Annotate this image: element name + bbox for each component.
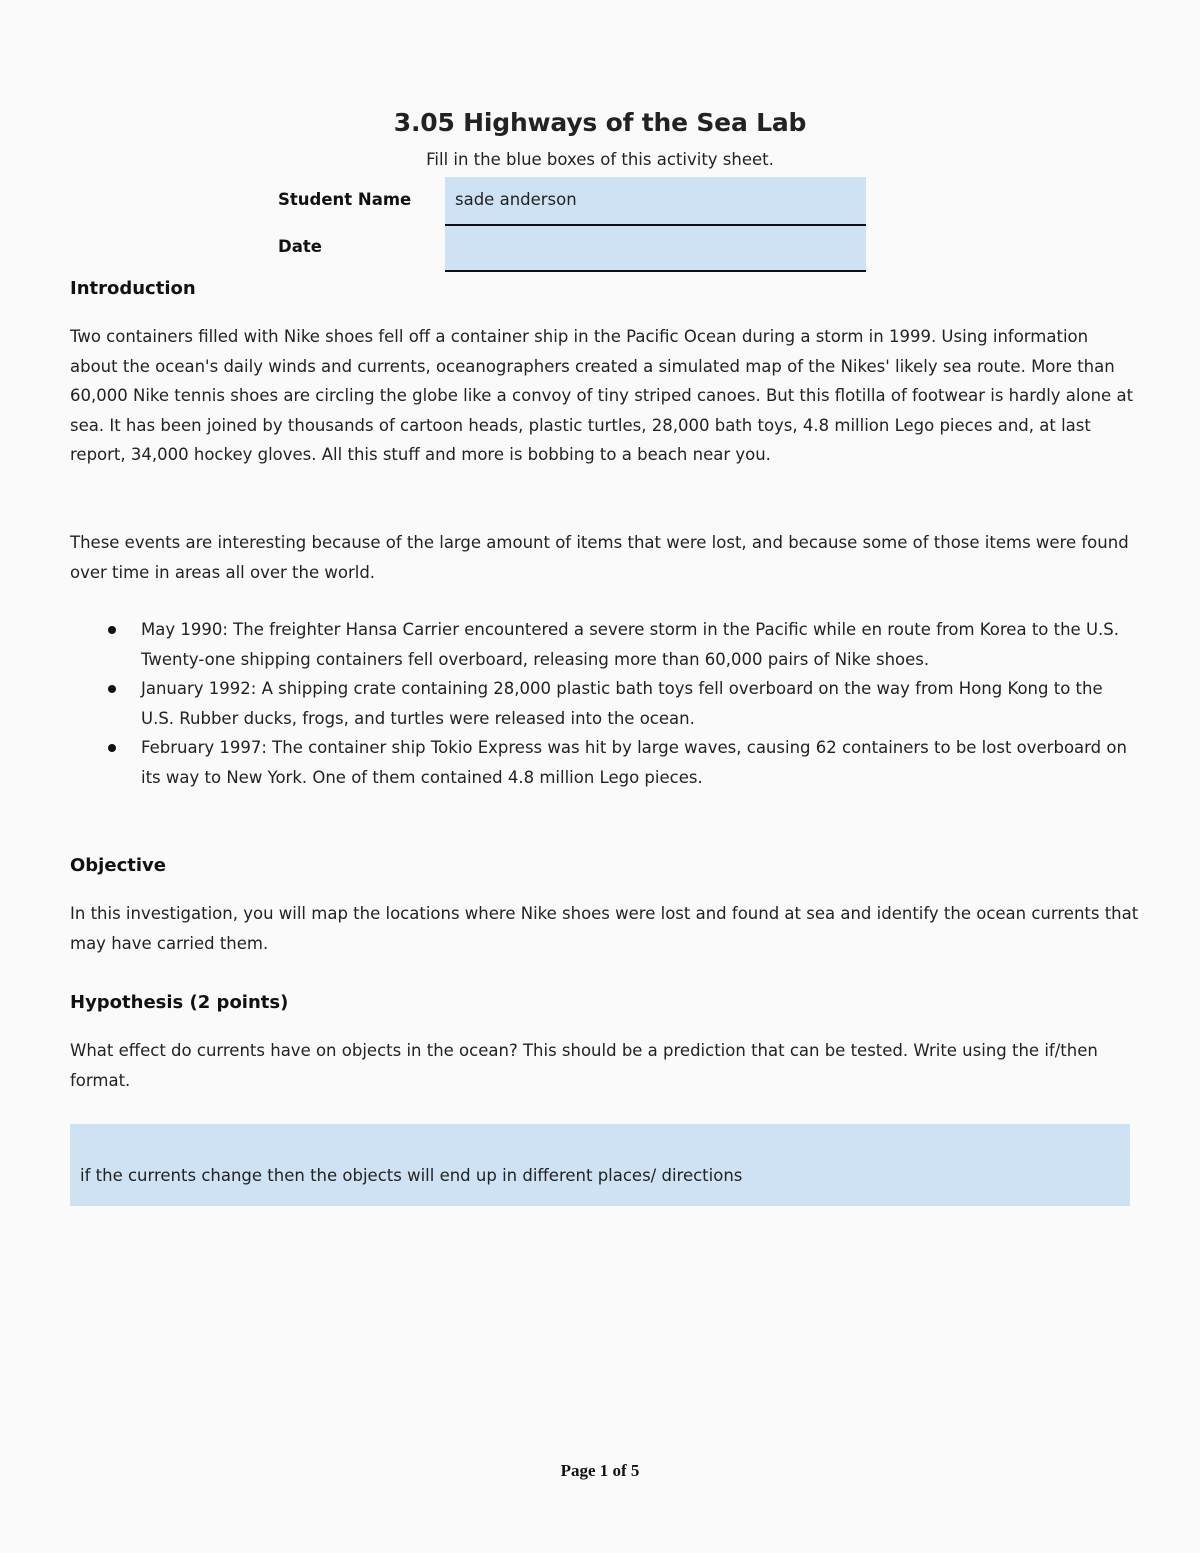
objective-heading: Objective bbox=[70, 855, 166, 876]
introduction-heading: Introduction bbox=[70, 278, 196, 299]
objective-text: In this investigation, you will map the locations where Nike shoes were lost and found at sea and identify the ocean currents that may have carried them. bbox=[70, 904, 1139, 953]
page-subtitle: Fill in the blue boxes of this activity sheet. bbox=[426, 150, 774, 169]
page-number: Page 1 of 5 bbox=[560, 1461, 640, 1480]
page-title: 3.05 Highways of the Sea Lab bbox=[393, 108, 807, 137]
student-name-label: Student Name bbox=[278, 190, 412, 209]
hypothesis-prompt: What effect do currents have on objects in the ocean? This should be a prediction that can be tested. Write using the if/then format. bbox=[70, 1041, 1098, 1090]
hypothesis-heading: Hypothesis (2 points) bbox=[70, 992, 289, 1013]
list-item-text: May 1990: The freighter Hansa Carrier encountered a severe storm in the Pacific while en route from Korea to the U.S. Twenty-one shipping containers fell overboard, releasing more than 60,000 pairs of Nike shoes. bbox=[141, 620, 1119, 669]
list-item bbox=[70, 674, 1140, 733]
list-item bbox=[70, 615, 1140, 674]
date-field[interactable] bbox=[445, 226, 866, 272]
introduction-paragraph-1: Two containers filled with Nike shoes fell off a container ship in the Pacific Ocean during a storm in 1999. Using information about the ocean's daily winds and currents, oceanographers created a simulated map of the Nikes' likely sea route. More than 60,000 Nike tennis shoes are circling the globe like a convoy of tiny striped canoes. But this flotilla of footwear is hardly alone at sea. It has been joined by thousands of cartoon heads, plastic turtles, 28,000 bath toys, 4.8 million Lego pieces and, at last report, 34,000 hockey gloves. All this stuff and more is bobbing to a beach near you. bbox=[70, 327, 1134, 464]
events-list bbox=[70, 615, 1140, 792]
list-item bbox=[70, 733, 1140, 792]
list-item-text: January 1992: A shipping crate containing 28,000 plastic bath toys fell overboard on the way from Hong Kong to the U.S. Rubber ducks, frogs, and turtles were released into the ocean. bbox=[141, 679, 1103, 728]
student-name-field[interactable]: sade anderson bbox=[445, 177, 866, 226]
bullet-icon bbox=[108, 626, 116, 634]
bullet-icon bbox=[108, 744, 116, 752]
bullet-icon bbox=[108, 685, 116, 693]
introduction-paragraph-2: These events are interesting because of the large amount of items that were lost, and because some of those items were found over time in areas all over the world. bbox=[70, 533, 1129, 582]
date-label: Date bbox=[278, 237, 322, 256]
hypothesis-answer-box[interactable]: if the currents change then the objects will end up in different places/ directions bbox=[70, 1124, 1130, 1206]
list-item-text: February 1997: The container ship Tokio Express was hit by large waves, causing 62 containers to be lost overboard on its way to New York. One of them contained 4.8 million Lego pieces. bbox=[141, 738, 1127, 787]
